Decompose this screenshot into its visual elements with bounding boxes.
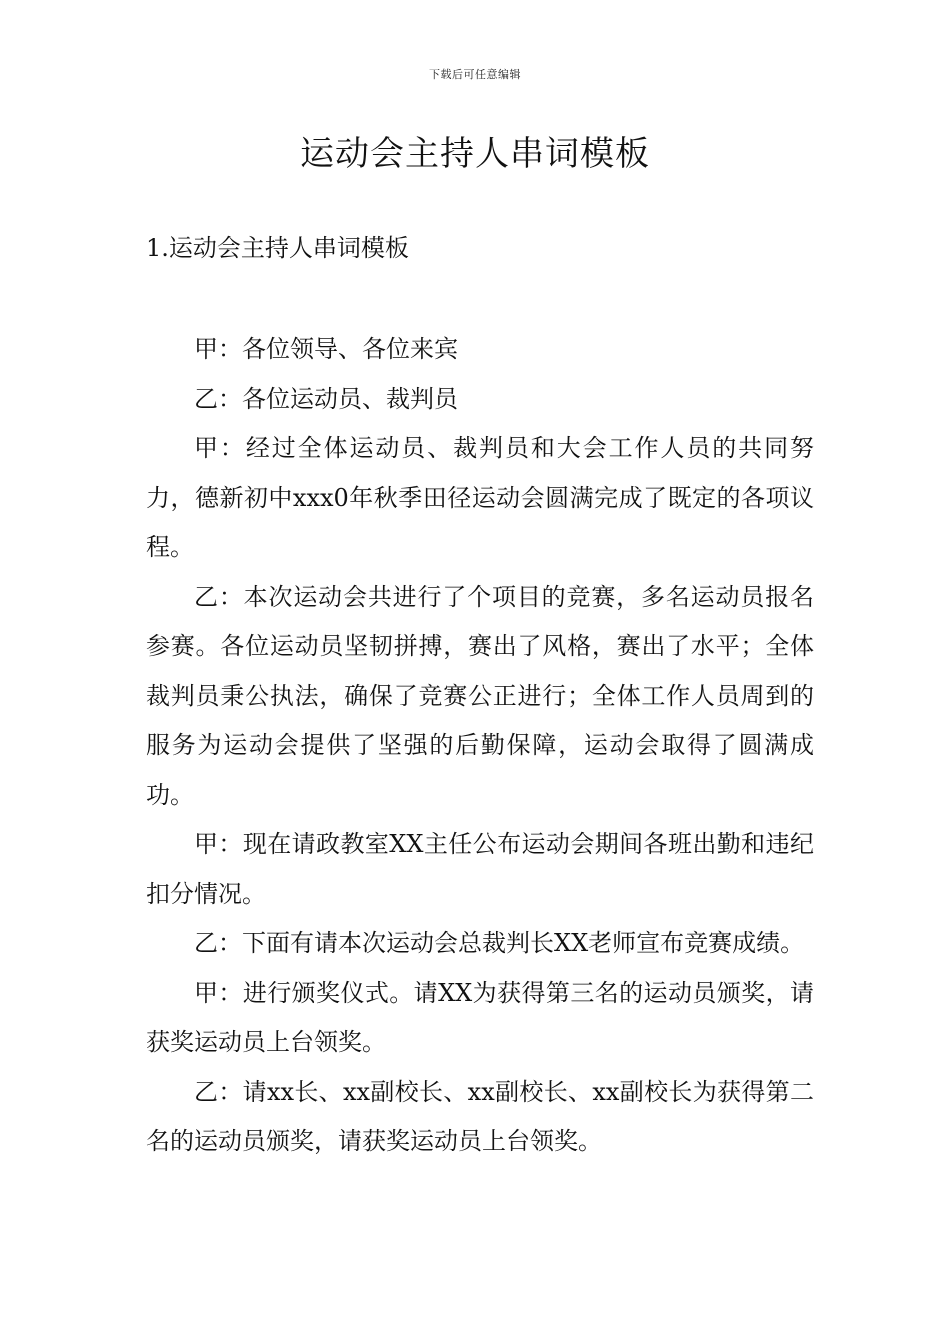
paragraph: 甲：经过全体运动员、裁判员和大会工作人员的共同努力，德新初中xxx0年秋季田径运动会圆满完成了既定的各项议程。 (146, 434, 814, 561)
section-heading: 1.运动会主持人串词模板 (146, 234, 409, 262)
paragraph: 乙：下面有请本次运动会总裁判长XX老师宣布竞赛成绩。 (194, 929, 805, 957)
paragraph: 甲：现在请政教室XX主任公布运动会期间各班出勤和违纪扣分情况。 (146, 830, 814, 908)
header-note: 下载后可任意编辑 (429, 68, 521, 81)
document-body (146, 325, 814, 1167)
paragraph: 乙：各位运动员、裁判员 (194, 384, 458, 413)
paragraph: 乙：请xx长、xx副校长、xx副校长、xx副校长为获得第二名的运动员颁奖，请获奖运动员上台领奖。 (146, 1077, 814, 1155)
paragraph: 乙：本次运动会共进行了个项目的竞赛，多名运动员报名参赛。各位运动员坚韧拼搏，赛出了风格，赛出了水平；全体裁判员秉公执法，确保了竞赛公正进行；全体工作人员周到的服务为运动会提供了坚强的后勤保障，运动会取得了圆满成功。 (146, 582, 814, 809)
paragraph: 甲：各位领导、各位来宾 (194, 335, 458, 363)
document-title: 运动会主持人串词模板 (300, 134, 650, 174)
paragraph: 甲：进行颁奖仪式。请XX为获得第三名的运动员颁奖，请获奖运动员上台领奖。 (146, 978, 814, 1056)
